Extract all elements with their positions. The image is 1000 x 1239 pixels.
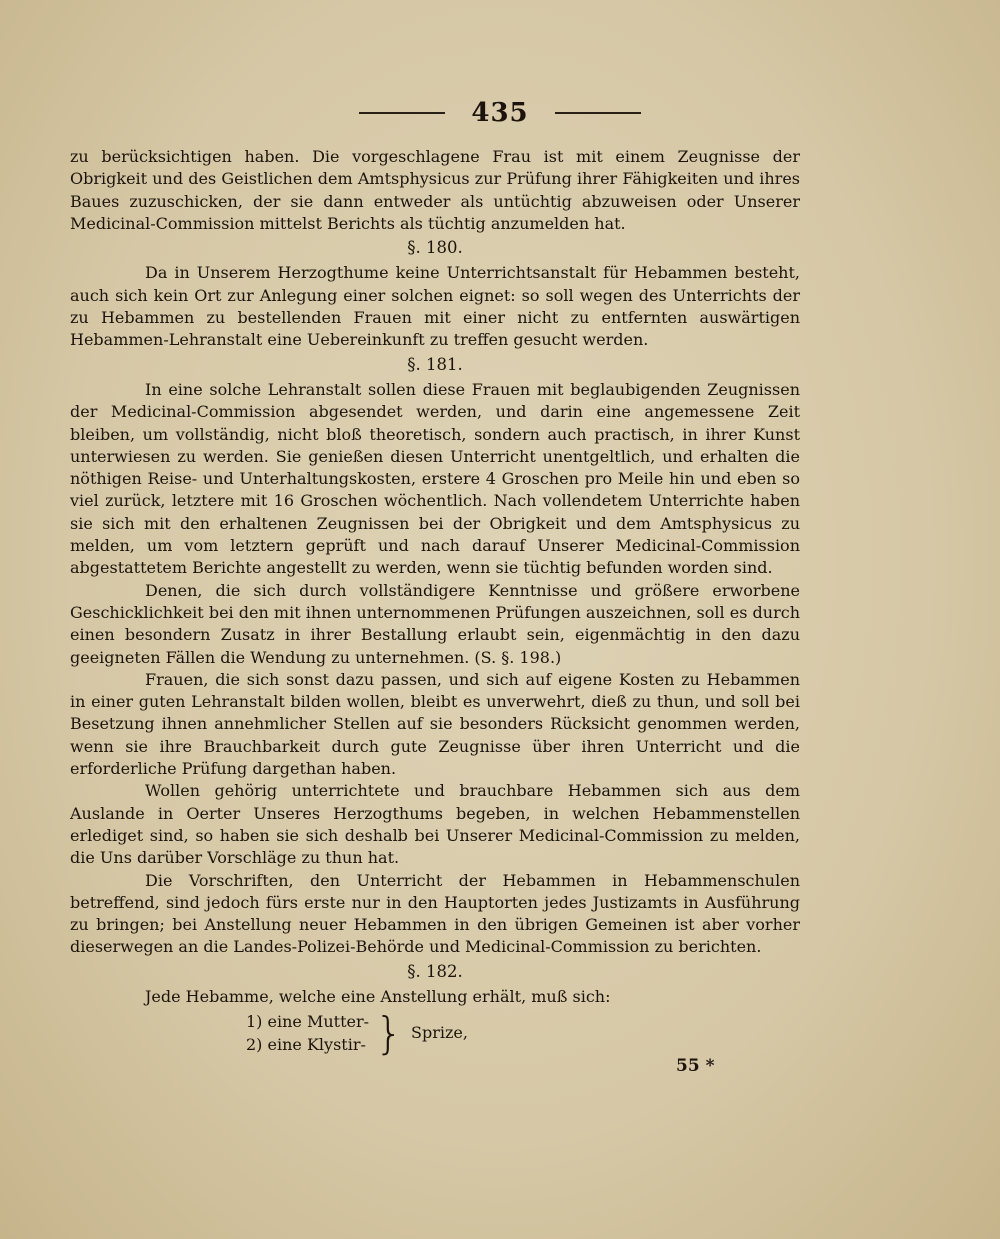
brace-icon: } [375,1007,404,1059]
section-heading: §. 180. [407,238,463,258]
printer-signature: 55 * [676,1056,715,1076]
paragraph: Frauen, die sich sonst dazu passen, und sich auf eigene Kosten zu Hebammen in einer guten Lehranstalt bilden wollen, bleibt es unverwehrt, dieß zu thun, und soll bei Besetzung ihnen annehmlicher Stellen auf sie besonders Rücksicht genommen werden, wenn sie ihre Brauchbarkeit durch gute Zeugnisse über ihren Unterricht und die erforderliche Prüfung dargethan haben. [70,669,800,779]
paragraph: In eine solche Lehranstalt sollen diese Frauen mit beglaubigenden Zeugnissen der Medicinal-Commission abgesendet werden, und darin eine angemessene Zeit bleiben, um vollständig, nicht bloß theoretisch, sondern auch practisch, in ihrer Kunst unterwiesen zu werden. Sie genießen diesen Unterricht unentgeltlich, und erhalten die nöthigen Reise- und Unterhaltungskosten, erstere 4 Groschen pro Meile hin und eben so viel zurück, letztere mit 16 Groschen wöchentlich. Nach vollendetem Unterrichte haben sie sich mit den erhaltenen Zeugnissen bei der Obrigkeit und dem Amtsphysicus zu melden, um vom letztern geprüft und nach darauf Unserer Medicinal-Commission abgestattetem Berichte angestellt zu werden, wenn sie tüchtig befunden worden sind. [70,379,800,578]
paragraph: Jede Hebamme, welche eine Anstellung erhält, muß sich: [145,986,611,1006]
enumerated-list [246,1007,800,1059]
paragraph: zu berücksichtigen haben. Die vorgeschlagene Frau ist mit einem Zeugnisse der Obrigkeit und des Geistlichen dem Amtsphysicus zur Prüfung ihrer Fähigkeiten und ihres Baues zuzuschicken, der sie dann entweder als untüchtig abzuweisen oder Unserer Medicinal-Commission mittelst Berichts als tüchtig anzumelden hat. [70,147,800,233]
paragraph: Denen, die sich durch vollständigere Kenntnisse und größere erworbene Geschicklichkeit bei den mit ihnen unternommenen Prüfungen auszeichnen, soll es durch einen besondern Zusatz in ihrer Bestallung erlaubt sein, eigenmächtig in den dazu geeigneten Fällen die Wendung zu unternehmen. (S. §. 198.) [70,580,800,667]
header-rule-left [359,112,445,114]
page-header [0,98,1000,128]
section-heading: §. 181. [407,354,463,374]
list-item: 1) eine Mutter- [246,1012,370,1032]
paragraph: Wollen gehörig unterrichtete und brauchbare Hebammen sich aus dem Auslande in Oerter Unseres Herzogthums begeben, in welchen Hebammenstellen erlediget sind, so haben sie sich deshalb bei Unserer Medicinal-Commission zu melden, die Uns darüber Vorschläge zu thun hat. [70,781,800,868]
list-shared-term: Sprize, [411,1023,468,1043]
paragraph: Die Vorschriften, den Unterricht der Hebammen in Hebammenschulen betreffend, sind jedoch fürs erste nur in den Hauptorten jedes Justizamts in Ausführung zu bringen; bei Anstellung neuer Hebammen in den übrigen Gemeinen ist aber vorher dieserwegen an die Landes-Polizei-Behörde und Medicinal-Commission zu berichten. [70,870,800,957]
list-items [246,1011,369,1056]
page-number: 435 [471,98,529,128]
section-heading: §. 182. [407,961,463,981]
header-rule-right [555,112,641,114]
paragraph: Da in Unserem Herzogthume keine Unterrichtsanstalt für Hebammen besteht, auch sich kein Ort zur Anlegung einer solchen eignet: so soll wegen des Unterrichts der zu Hebammen zu bestellenden Frauen mit einer nicht zu entfernten auswärtigen Hebammen-Lehranstalt eine Uebereinkunft zu treffen gesucht werden. [70,263,800,350]
page-body [70,146,800,1059]
list-item: 2) eine Klystir- [246,1034,366,1054]
